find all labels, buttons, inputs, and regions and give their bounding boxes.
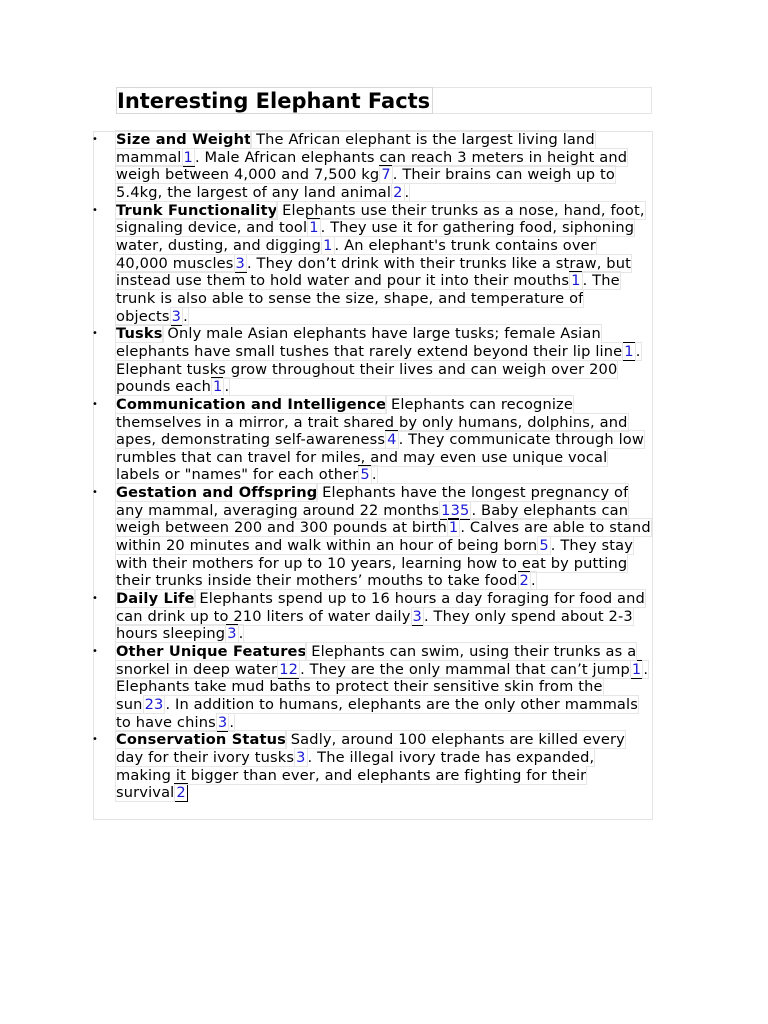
fact-text: .	[530, 572, 536, 590]
fact-body	[116, 590, 645, 643]
citation-link[interactable]: 23	[144, 696, 164, 713]
fact-text: . They only spend about 2-3 hours sleeping	[116, 607, 633, 643]
fact-text: . They don’t drink with their trunks like a straw, but instead use them to hold water and pour it into their mouths	[116, 254, 631, 290]
bullet-icon: •	[92, 134, 99, 145]
citation-link[interactable]: 3	[217, 713, 228, 731]
fact-text: .	[404, 183, 410, 201]
bullet-icon: •	[92, 734, 99, 746]
fact-item	[92, 484, 652, 590]
fact-item	[92, 325, 652, 396]
bullet-icon: •	[92, 398, 99, 410]
fact-heading: Gestation and Offspring	[116, 484, 318, 502]
fact-item	[92, 395, 652, 484]
citation-link[interactable]: 1	[571, 272, 581, 290]
fact-text: . The trunk is also able to sense the size, shape, and temperature of objects	[116, 272, 620, 325]
fact-heading: Tusks	[116, 325, 163, 343]
fact-text: . They stay with their mothers for up to 10 years, learning how to eat by putting their trunks inside their mothers’ mouths to take food	[116, 537, 634, 590]
citation-link[interactable]: 1	[323, 236, 333, 254]
fact-body	[116, 131, 627, 202]
fact-item	[92, 643, 652, 731]
fact-text: Elephants spend up to 16 hours a day foraging for food and can drink up to 210 liters of water daily	[116, 590, 645, 625]
fact-body	[116, 202, 645, 326]
citation-link[interactable]: 1	[631, 660, 642, 678]
fact-item	[92, 590, 652, 643]
fact-heading: Size and Weight	[116, 131, 252, 148]
fact-text: . They use it for gathering food, siphoning water, dusting, and digging	[116, 219, 635, 254]
fact-body	[116, 484, 651, 590]
fact-heading: Daily Life	[116, 590, 195, 608]
bullet-icon: •	[92, 328, 99, 340]
citation-link[interactable]: 1	[183, 148, 193, 166]
fact-body	[116, 396, 644, 485]
fact-text: . In addition to humans, elephants are the only other mammals to have chins	[116, 696, 638, 731]
fact-text: .	[371, 466, 377, 484]
fact-body	[116, 643, 648, 732]
fact-item	[92, 201, 652, 326]
citation-link[interactable]: 7	[381, 166, 391, 184]
fact-text: . They are the only mammal that can’t jump	[300, 660, 630, 678]
bullet-icon: •	[92, 204, 99, 216]
fact-text: The African elephant is the largest living land mammal	[116, 131, 595, 166]
citation-link[interactable]: 135	[441, 501, 470, 519]
citation-link[interactable]: 2	[519, 572, 529, 590]
fact-heading: Conservation Status	[116, 731, 286, 749]
citation-link[interactable]: 2	[176, 784, 186, 802]
citation-link[interactable]: 3	[227, 625, 237, 643]
fact-text: .	[183, 307, 188, 325]
citation-link[interactable]: 3	[171, 307, 182, 325]
fact-text: Elephants use their trunks as a nose, hand, foot, signaling device, and tool	[116, 201, 645, 237]
fact-text: . An elephant's trunk contains over 40,000 muscles	[116, 236, 596, 272]
citation-link[interactable]: 1	[309, 219, 319, 237]
fact-text: . Elephants take mud baths to protect their sensitive skin from the sun	[116, 660, 649, 713]
citation-link[interactable]: 1	[624, 342, 634, 360]
fact-text: . Calves are able to stand within 20 minutes and walk within an hour of being born	[116, 519, 651, 555]
citation-link[interactable]: 3	[296, 748, 306, 766]
fact-text: Elephants can recognize themselves in a mirror, a trait shared by only humans, dolphins, and apes, demonstrating self-awareness	[116, 395, 628, 449]
fact-text: . Their brains can weigh up to 5.4kg, the largest of any land animal	[116, 166, 615, 201]
citation-link[interactable]: 1	[213, 378, 223, 396]
fact-text: . They communicate through low rumbles that can travel for miles, and may even use unique vocal labels or "names" for each other	[116, 431, 644, 484]
fact-item	[92, 731, 652, 802]
citation-link[interactable]: 5	[360, 466, 370, 484]
fact-body	[116, 325, 641, 396]
bullet-icon: •	[92, 646, 99, 658]
fact-heading: Other Unique Features	[116, 643, 307, 661]
fact-text: . Male African elephants can reach 3 meters in height and weigh between 4,000 and 7,500 kg	[116, 148, 628, 184]
citation-link[interactable]: 1	[448, 519, 459, 537]
fact-heading: Communication and Intelligence	[116, 395, 387, 413]
fact-text: . Baby elephants can weigh between 200 and 300 pounds at birth	[116, 501, 629, 537]
citation-link[interactable]: 3	[235, 254, 245, 272]
fact-text: Elephants can swim, using their trunks as a snorkel in deep water	[116, 643, 637, 678]
fact-text: Elephants have the longest pregnancy of any mammal, averaging around 22 months	[116, 484, 629, 519]
page-title: Interesting Elephant Facts	[116, 87, 433, 114]
bullet-icon: •	[92, 593, 99, 605]
fact-text: Sadly, around 100 elephants are killed every day for their ivory tusks	[116, 731, 625, 766]
fact-item	[92, 131, 652, 202]
fact-heading: Trunk Functionality	[116, 201, 278, 219]
fact-text: .	[224, 378, 230, 396]
fact-text: .	[229, 713, 235, 731]
citation-link[interactable]: 3	[412, 607, 422, 625]
citation-link[interactable]: 12	[279, 660, 299, 678]
fact-body	[116, 731, 625, 802]
citation-link[interactable]: 5	[539, 537, 549, 555]
fact-text: .	[238, 625, 244, 643]
citation-link[interactable]: 4	[387, 431, 397, 449]
fact-text: . The illegal ivory trade has expanded, making it bigger than ever, and elephants are fighting for their survival	[116, 748, 595, 802]
citation-link[interactable]: 2	[393, 183, 403, 201]
bullet-icon: •	[92, 487, 99, 499]
fact-text: Only male Asian elephants have large tusks; female Asian elephants have small tushes that rarely extend beyond their lip line	[116, 325, 623, 360]
fact-text: . Elephant tusks grow throughout their lives and can weigh over 200 pounds each	[116, 342, 641, 396]
fact-list	[92, 131, 652, 802]
